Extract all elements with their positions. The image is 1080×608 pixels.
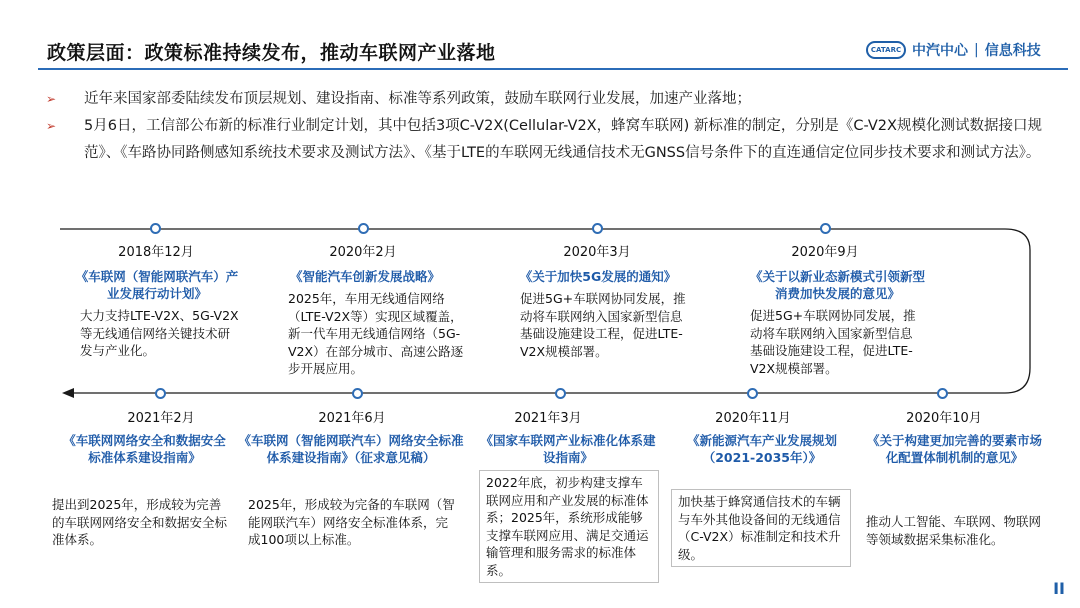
policy-document-title: 《智能汽车创新发展战略》 bbox=[289, 269, 440, 284]
brand-separator: | bbox=[974, 42, 979, 58]
timeline-date: 2020年11月 bbox=[715, 411, 791, 426]
timeline-node bbox=[820, 223, 831, 234]
timeline-date: 2020年10月 bbox=[906, 411, 982, 426]
arrow-bullet-icon: ➢ bbox=[46, 119, 57, 133]
bullet-text: 近年来国家部委陆续发布顶层规划、建设指南、标准等系列政策，鼓励车联网行业发展，加速产业落地； bbox=[84, 91, 751, 107]
policy-description: 促进5G+车联网协同发展，推动将车联网纳入国家新型信息基础设施建设工程，促进LTE-V2X规模部署。 bbox=[520, 291, 686, 359]
policy-document-title: 《新能源汽车产业发展规划（2021-2035年）》 bbox=[686, 433, 837, 465]
timeline-node bbox=[150, 223, 161, 234]
policy-description: 提出到2025年，形成较为完善的车联网网络安全和数据安全标准体系。 bbox=[52, 497, 228, 547]
policy-description: 2022年底，初步构建支撑车联网应用和产业发展的标准体系；2025年，系统形成能够支撑车联网应用、满足交通运输管理和服务需求的标准体系。 bbox=[479, 470, 659, 583]
bullet-text: 5月6日，工信部公布新的标准行业制定计划，其中包括3项C-V2X(Cellular-V2X，蜂窝车联网) 新标准的制定，分别是《C-V2X规模化测试数据接口规范》、《车路协同路侧感知系统技术要求及测试方法》、《基于LTE的车联网无线通信技术无GNSS信号条件下的直连通信定位同步技术要求和测试方法》。 bbox=[84, 118, 1042, 161]
catarc-logo-icon: CATARC bbox=[866, 41, 906, 59]
page-marker: II bbox=[1053, 579, 1065, 598]
policy-document-title: 《车联网（智能网联汽车）网络安全标准体系建设指南》（征求意见稿） bbox=[238, 433, 464, 465]
timeline-date: 2020年9月 bbox=[791, 245, 859, 260]
policy-document-title: 《关于加快5G发展的通知》 bbox=[519, 269, 677, 284]
policy-document-title: 《关于以新业态新模式引领新型消费加快发展的意见》 bbox=[749, 269, 925, 301]
timeline-node bbox=[555, 388, 566, 399]
brand-name: 中汽中心 bbox=[912, 43, 968, 59]
brand-subname: 信息科技 bbox=[984, 43, 1041, 59]
timeline-node bbox=[937, 388, 948, 399]
policy-description: 2025年，车用无线通信网络（LTE-V2X等）实现区域覆盖，新一代车用无线通信网络（5G-V2X）在部分城市、高速公路逐步开展应用。 bbox=[288, 291, 464, 376]
arrow-bullet-icon: ➢ bbox=[46, 92, 57, 106]
policy-description: 大力支持LTE-V2X、5G-V2X等无线通信网络关键技术研发与产业化。 bbox=[80, 308, 239, 358]
policy-description: 促进5G+车联网协同发展，推动将车联网纳入国家新型信息基础设施建设工程，促进LTE-V2X规模部署。 bbox=[750, 308, 916, 376]
timeline-date: 2020年2月 bbox=[329, 245, 397, 260]
page-title: 政策层面：政策标准持续发布，推动车联网产业落地 bbox=[47, 42, 496, 64]
policy-description: 推动人工智能、车联网、物联网等领域数据采集标准化。 bbox=[866, 514, 1042, 547]
policy-description: 加快基于蜂窝通信技术的车辆与车外其他设备间的无线通信（C-V2X）标准制定和技术升级。 bbox=[671, 489, 851, 567]
policy-document-title: 《国家车联网产业标准化体系建设指南》 bbox=[480, 433, 656, 465]
timeline-date: 2021年2月 bbox=[127, 411, 195, 426]
timeline-node bbox=[358, 223, 369, 234]
timeline-date: 2018年12月 bbox=[118, 245, 194, 260]
timeline-node bbox=[352, 388, 363, 399]
policy-document-title: 《关于构建更加完善的要素市场化配置体制机制的意见》 bbox=[866, 433, 1042, 465]
timeline-date: 2021年3月 bbox=[514, 411, 582, 426]
timeline-node bbox=[155, 388, 166, 399]
policy-document-title: 《车联网（智能网联汽车）产业发展行动计划》 bbox=[75, 269, 239, 301]
policy-description: 2025年，形成较为完备的车联网（智能网联汽车）网络安全标准体系，完成100项以上标准。 bbox=[248, 497, 455, 547]
timeline-node bbox=[747, 388, 758, 399]
timeline-date: 2021年6月 bbox=[318, 411, 386, 426]
policy-document-title: 《车联网网络安全和数据安全标准体系建设指南》 bbox=[63, 433, 226, 465]
timeline-node bbox=[592, 223, 603, 234]
timeline-date: 2020年3月 bbox=[563, 245, 631, 260]
